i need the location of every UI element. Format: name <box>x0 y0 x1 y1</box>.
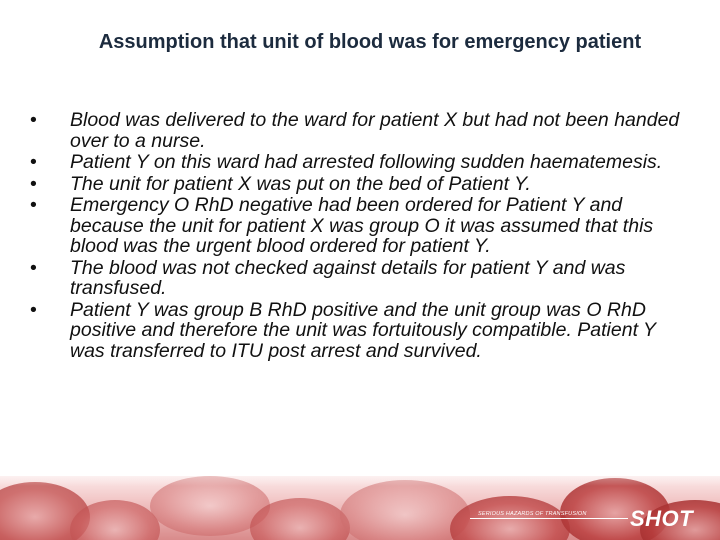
bullet-icon: • <box>30 256 37 279</box>
logo-wordmark: SHOT <box>630 506 694 531</box>
shot-logo <box>470 508 720 530</box>
logo-underline <box>470 518 628 519</box>
logo-tagline: SERIOUS HAZARDS OF TRANSFUSION <box>478 511 587 517</box>
slide-title: Assumption that unit of blood was for emergency patient <box>98 31 642 53</box>
bullet-list <box>28 110 688 362</box>
bullet-item <box>28 152 688 173</box>
bullet-text: Patient Y was group B RhD positive and the unit group was O RhD positive and therefore the unit was fortuitously compatible. Patient Y was transferred to ITU post arrest and survived. <box>70 298 656 362</box>
bullet-text: Emergency O RhD negative had been ordered for Patient Y and because the unit for patient X was group O it was assumed that this blood was the urgent blood ordered for patient Y. <box>70 194 654 257</box>
bullet-icon: • <box>30 194 37 216</box>
bullet-text: Patient Y on this ward had arrested following sudden haematemesis. <box>70 151 663 173</box>
bullet-item <box>28 258 688 299</box>
bullet-icon: • <box>30 151 37 173</box>
bullet-text: The unit for patient X was put on the bed of Patient Y. <box>70 172 531 195</box>
bullet-text: Blood was delivered to the ward for patient X but had not been handed over to a nurse. <box>70 109 680 152</box>
bullet-item <box>28 110 688 151</box>
footer-fade <box>0 456 720 486</box>
bullet-item <box>28 300 688 362</box>
bullet-icon: • <box>30 109 37 131</box>
bullet-item <box>28 174 688 195</box>
bullet-text: The blood was not checked against details for patient Y and was transfused. <box>70 256 626 299</box>
bullet-icon: • <box>30 298 37 321</box>
bullet-icon: • <box>30 172 37 195</box>
bullet-item <box>28 195 688 257</box>
